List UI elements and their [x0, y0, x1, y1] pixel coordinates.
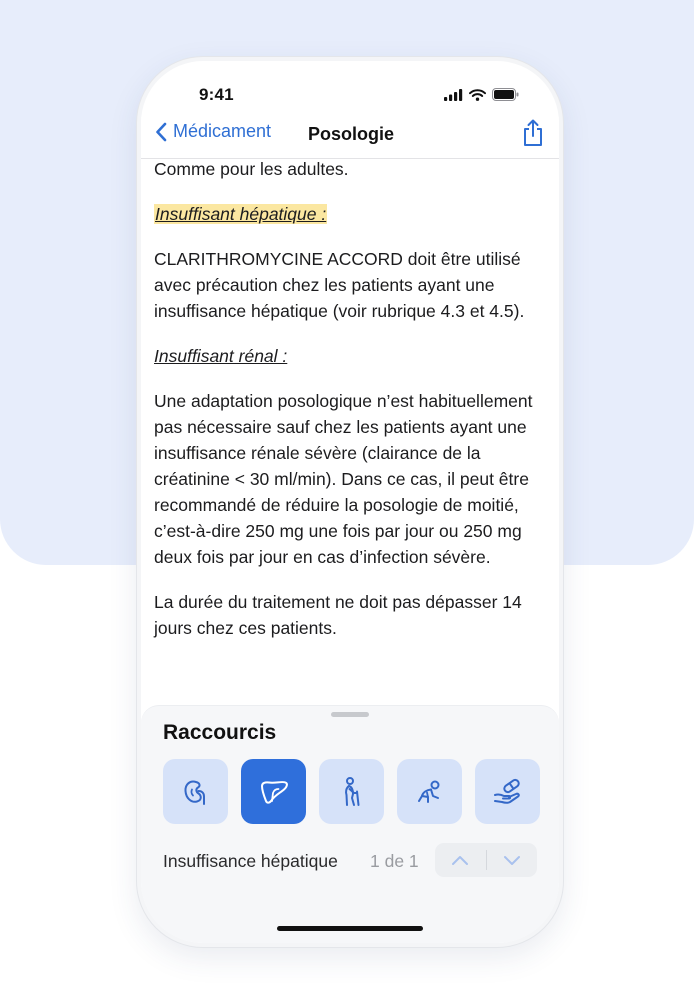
search-results-row — [163, 843, 537, 879]
crawling-baby-icon — [414, 777, 446, 807]
navigation-bar — [141, 117, 559, 159]
pill-hand-icon — [492, 777, 524, 807]
wifi-icon — [469, 89, 486, 101]
status-icons — [444, 88, 519, 101]
sheet-grabber[interactable] — [331, 712, 369, 717]
content-text — [141, 159, 559, 705]
previous-result-button[interactable] — [435, 843, 486, 877]
section-note-renal: La durée du traitement ne doit pas dépasser 14 jours chez ces patients. — [154, 592, 522, 638]
intro-paragraph: Comme pour les adultes. — [154, 159, 349, 179]
shortcuts-sheet — [141, 705, 559, 943]
chevron-down-icon — [503, 855, 521, 866]
chevron-up-icon — [451, 855, 469, 866]
back-button[interactable] — [155, 121, 271, 142]
battery-icon — [492, 88, 519, 101]
back-button-label: Médicament — [173, 121, 272, 141]
phone-screen — [141, 61, 559, 943]
section-heading-renal — [154, 343, 545, 369]
liver-icon — [258, 777, 290, 807]
status-bar — [141, 61, 559, 123]
shortcuts-title: Raccourcis — [163, 721, 277, 744]
section-body-hepatique: CLARITHROMYCINE ACCORD doit être utilisé avec précaution chez les patients ayant une insuffisance hépatique (voir rubrique 4.3 et 4.5). — [154, 249, 525, 321]
shortcuts-row — [163, 759, 540, 824]
result-stepper — [435, 843, 537, 877]
heading-renal: Insuffisant rénal : — [154, 346, 288, 366]
elderly-person-icon — [337, 776, 367, 808]
kidney-icon — [181, 777, 211, 807]
highlighted-heading: Insuffisant hépatique : — [155, 204, 327, 224]
shortcut-kidney-button[interactable] — [163, 759, 228, 824]
search-result-count: 1 de 1 — [370, 851, 419, 871]
home-indicator[interactable] — [277, 926, 423, 931]
status-time: 9:41 — [199, 85, 234, 104]
next-result-button[interactable] — [487, 843, 538, 877]
shortcut-baby-button[interactable] — [397, 759, 462, 824]
shortcut-liver-button[interactable] — [241, 759, 306, 824]
section-body-renal: Une adaptation posologique n’est habituellement pas nécessaire sauf chez les patients ayant une insuffisance rénale sévère (clairance de la créatinine < 30 ml/min). Dans ce cas, il peut être recommandé de réduire la posologie de moitié, c’est-à-dire 250 mg une fois par jour ou 250 mg deux fois par jour en cas d’infection sévère. — [154, 391, 533, 567]
share-button[interactable] — [521, 118, 545, 153]
section-heading-hepatique — [154, 201, 545, 227]
signal-icon — [444, 89, 463, 101]
shortcut-pill-button[interactable] — [475, 759, 540, 824]
shortcut-elderly-button[interactable] — [319, 759, 384, 824]
phone-frame — [137, 57, 563, 947]
search-term: Insuffisance hépatique — [163, 851, 338, 871]
share-icon — [521, 118, 545, 148]
page-title: Posologie — [308, 124, 395, 144]
chevron-left-icon — [155, 122, 167, 142]
